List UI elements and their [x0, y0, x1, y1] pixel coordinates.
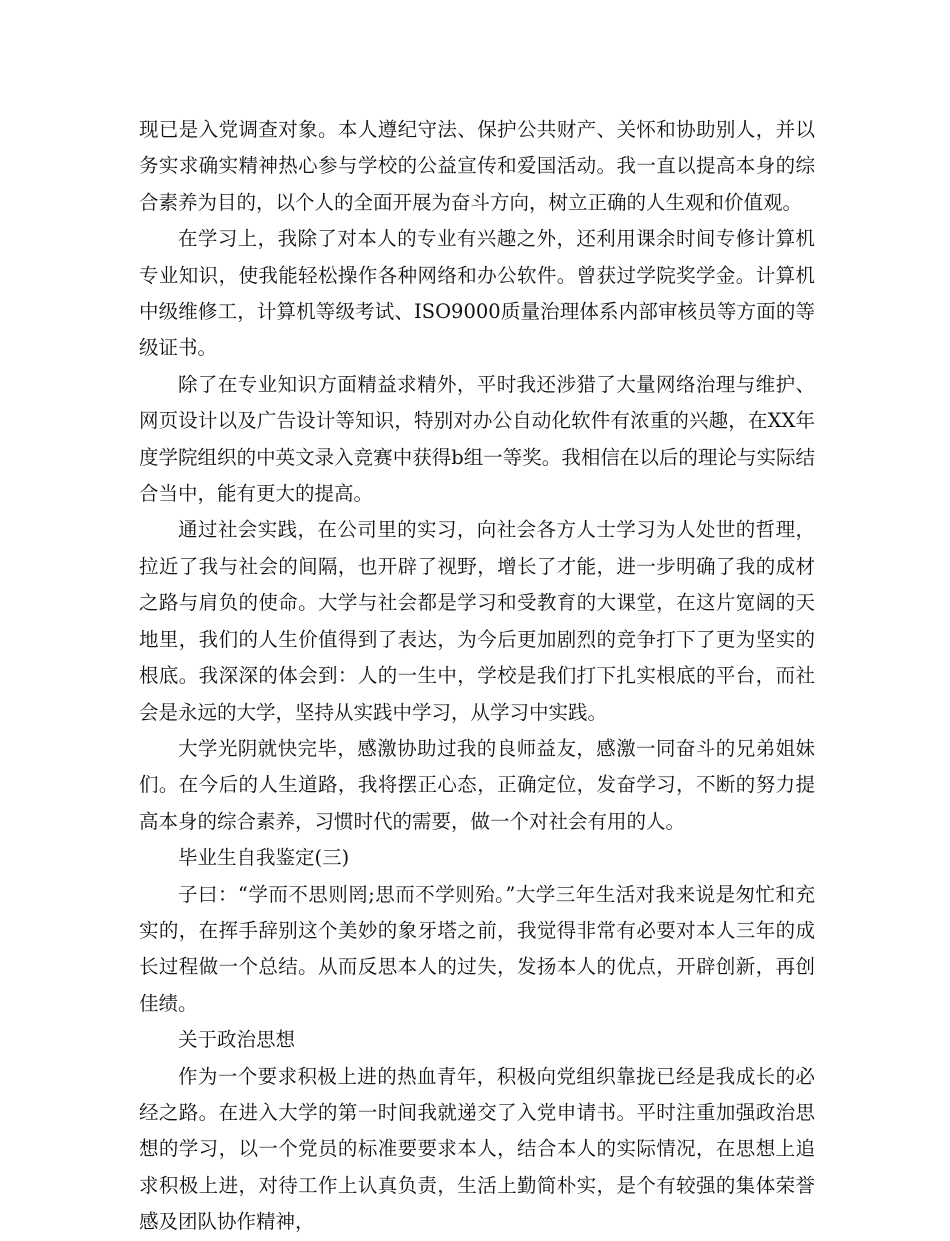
paragraph-skills: 除了在专业知识方面精益求精外，平时我还涉猎了大量网络治理与维护、网页设计以及广告设计等知识，特别对办公自动化软件有浓重的兴趣，在XX年度学院组织的中英文录入竞赛中获得b组一等奖。我相信在以后的理论与实际结合当中，能有更大的提高。 [139, 372, 815, 506]
paragraph-continued: 现已是入党调查对象。本人遵纪守法、保护公共财产、关怀和协助别人，并以务实求确实精神热心参与学校的公益宣传和爱国活动。我一直以提高本身的综合素养为目的，以个人的全面开展为奋斗方向，树立正确的人生观和价值观。 [139, 118, 815, 214]
paragraph-political: 作为一个要求积极上进的热血青年，积极向党组织靠拢已经是我成长的必经之路。在进入大学的第一时间我就递交了入党申请书。平时注重加强政治思想的学习，以一个党员的标准要要求本人，结合本人的实际情况，在思想上追求积极上进，对待工作上认真负责，生活上勤简朴实，是个有较强的集体荣誉感及团队协作精神， [139, 1064, 815, 1234]
paragraph-study: 在学习上，我除了对本人的专业有兴趣之外，还利用课余时间专修计算机专业知识，使我能轻松操作各种网络和办公软件。曾获过学院奖学金。计算机中级维修工，计算机等级考试、ISO9000质量治理体系内部审核员等方面的等级证书。 [139, 227, 815, 360]
paragraph-confucius-quote: 子曰：“学而不思则罔;思而不学则殆。”大学三年生活对我来说是匆忙和充实的，在挥手辞别这个美妙的象牙塔之前，我觉得非常有必要对本人三年的成长过程做一个总结。从而反思本人的过失，发扬本人的优点，开辟创新，再创佳绩。 [139, 882, 815, 1015]
section-heading-self-evaluation-3: 毕业生自我鉴定(三) [178, 846, 350, 870]
paragraph-practice: 通过社会实践，在公司里的实习，向社会各方人士学习为人处世的哲理，拉近了我与社会的间隔，也开辟了视野，增长了才能，进一步明确了我的成材之路与肩负的使命。大学与社会都是学习和受教育的大课堂，在这片宽阔的天地里，我们的人生价值得到了表达，为今后更加剧烈的竞争打下了更为坚实的根底。我深深的体会到：人的一生中，学校是我们打下扎实根底的平台，而社会是永远的大学，坚持从实践中学习，从学习中实践。 [139, 518, 815, 724]
document-page [139, 112, 815, 1241]
section-heading-political-thought: 关于政治思想 [178, 1028, 296, 1052]
paragraph-gratitude: 大学光阴就快完毕，感激协助过我的良师益友，感激一同奋斗的兄弟姐妹们。在今后的人生道路，我将摆正心态，正确定位，发奋学习，不断的努力提高本身的综合素养，习惯时代的需要，做一个对社会有用的人。 [139, 736, 815, 833]
